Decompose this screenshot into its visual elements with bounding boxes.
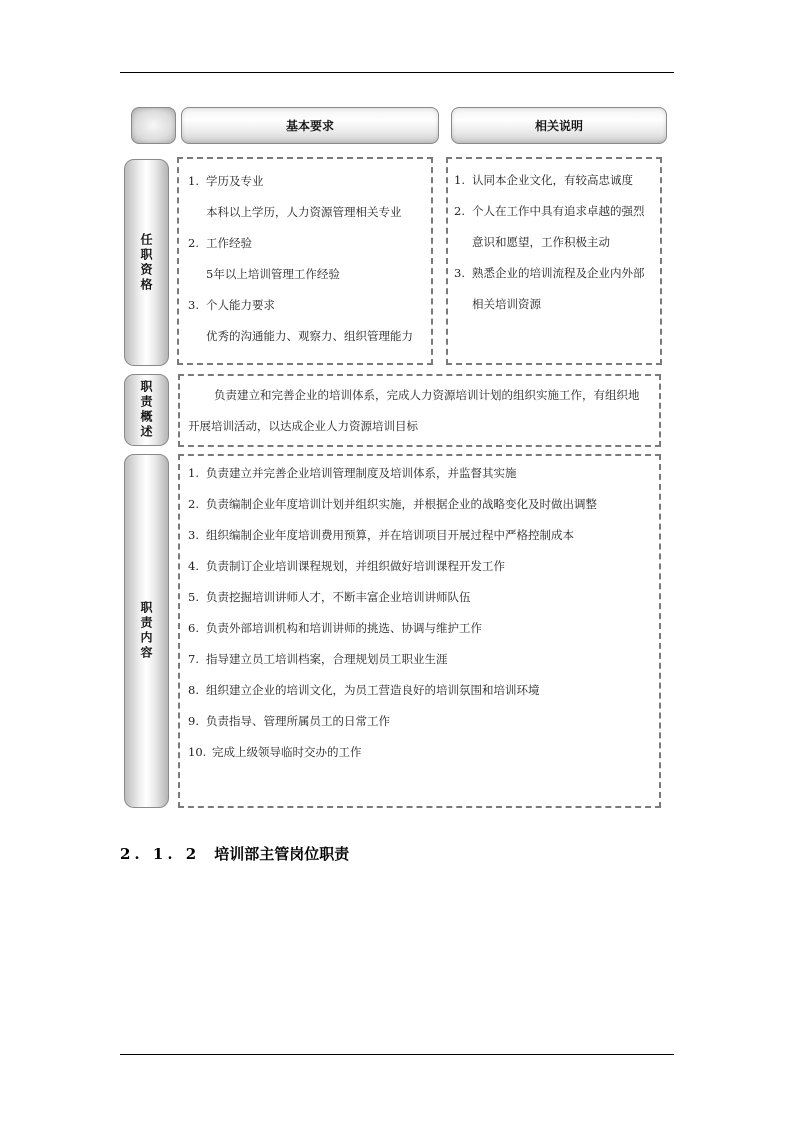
row-label-text: 职责概述 [139,380,153,440]
summary-line: 负责建立和完善企业的培训体系，完成人力资源培训计划的组织实施工作，有组织地 [214,388,640,402]
duty-item: 10. 完成上级领导临时交办的工作 [188,745,362,759]
basic-item-title: 3. 个人能力要求 [188,298,275,312]
summary-paragraph [188,380,658,442]
column-header-notes-label: 相关说明 [534,119,583,133]
basic-item-title: 2. 工作经验 [188,236,252,250]
section-heading [120,843,349,864]
basic-item-detail: 5年以上培训管理工作经验 [206,267,340,281]
section-title-text: 培训部主管岗位职责 [214,845,350,863]
note-item: 1. 认同本企业文化，有较高忠诚度 [454,173,633,187]
row-label-qualifications [124,159,169,366]
duty-item: 6. 负责外部培训机构和培训讲师的挑选、协调与维护工作 [188,621,482,635]
duties-box [178,454,661,808]
note-item-continued: 相关培训资源 [472,297,541,311]
note-item: 2. 个人在工作中具有追求卓越的强烈 [454,204,645,218]
basic-item-detail: 优秀的沟通能力、观察力、组织管理能力 [206,329,413,343]
duty-item: 8. 组织建立企业的培训文化，为员工营造良好的培训氛围和培训环境 [188,683,540,697]
note-item: 3. 熟悉企业的培训流程及企业内外部 [454,266,645,280]
footer-rule [120,1054,674,1055]
header-rule [120,72,674,73]
duty-item: 7. 指导建立员工培训档案，合理规划员工职业生涯 [188,652,448,666]
duty-item: 4. 负责制订企业培训课程规划，并组织做好培训课程开发工作 [188,559,505,573]
section-number: 2. 1. 2 [120,845,201,863]
qualifications-notes-box [446,157,662,365]
row-label-duties [124,454,169,808]
column-header-basic [181,107,439,144]
duty-item: 2. 负责编制企业年度培训计划并组织实施，并根据企业的战略变化及时做出调整 [188,497,597,511]
note-item-continued: 意识和愿望，工作积极主动 [472,235,610,249]
duty-item: 5. 负责挖掘培训讲师人才，不断丰富企业培训讲师队伍 [188,590,471,604]
summary-box [178,374,661,447]
column-header-basic-label: 基本要求 [285,119,334,133]
column-header-notes [451,107,667,144]
basic-item-title: 1. 学历及专业 [188,174,264,188]
basic-item-detail: 本科以上学历，人力资源管理相关专业 [206,205,402,219]
row-label-text: 任职资格 [139,232,153,293]
summary-line: 开展培训活动，以达成企业人力资源培训目标 [188,419,418,433]
table-corner-cell [131,107,176,144]
duty-item: 3. 组织编制企业年度培训费用预算，并在培训项目开展过程中严格控制成本 [188,528,574,542]
duty-item: 1. 负责建立并完善企业培训管理制度及培训体系，并监督其实施 [188,466,517,480]
duty-item: 9. 负责指导、管理所属员工的日常工作 [188,714,390,728]
row-label-summary [124,374,169,446]
qualifications-basic-box [177,157,433,365]
row-label-text: 职责内容 [139,601,153,661]
